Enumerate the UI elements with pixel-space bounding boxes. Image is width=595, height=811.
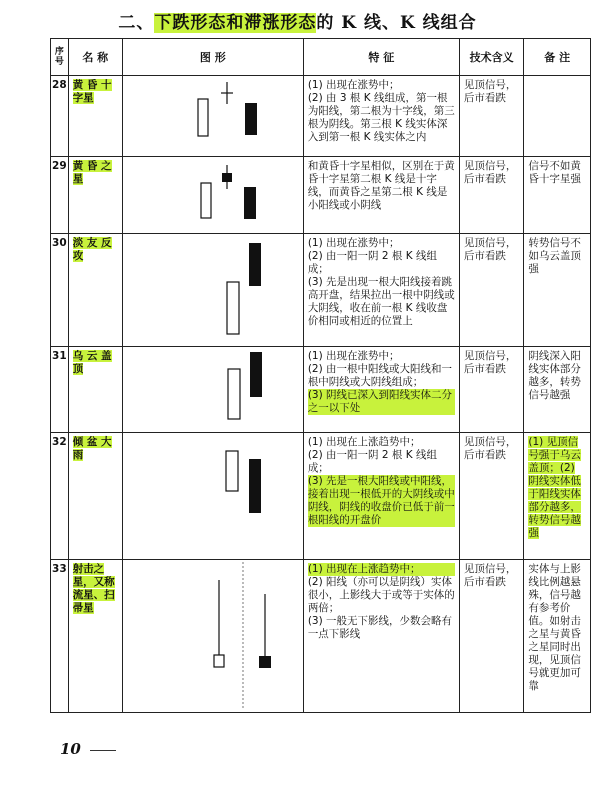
row-meaning: 见顶信号，后市看跌 <box>459 157 524 234</box>
row-seq: 33 <box>51 560 69 713</box>
table-row <box>51 347 591 433</box>
figure-shooting-star <box>122 560 303 713</box>
table-row <box>51 157 591 234</box>
figure-downpour <box>122 433 303 560</box>
table-row <box>51 433 591 560</box>
row-name: 黄 昏 十字星 <box>72 79 112 104</box>
candles-dark-cloud-cover <box>123 347 297 432</box>
col-note: 备 注 <box>524 39 591 76</box>
figure-evening-doji-star <box>122 76 303 157</box>
page-number: 10 <box>60 740 81 758</box>
row-feature: (1) 出现在上涨趋势中； (2) 由一阳一阴 2 根 K 线组成； (3) 先是一根大阳线或中阳线，接着出现一根低开的大阴线或中阴线，阴线的收盘价已低于前一根阳线的开盘价 <box>303 433 459 560</box>
row-feature: (1) 出现在涨势中； (2) 由一根中阳线或大阳线和一根中阴线或大阴线组成； (3) 阴线已深入到阳线实体二分之一以下处 <box>303 347 459 433</box>
row-seq: 29 <box>51 157 69 234</box>
row-note: 实体与上影线比例越悬殊，信号越有参考价值。如射击之星与黄昏之星同时出现，见顶信号就更加可靠 <box>524 560 591 713</box>
col-name: 名 称 <box>68 39 122 76</box>
row-feature: 和黄昏十字星相似，区别在于黄昏十字星第二根 K 线是十字线，而黄昏之星第二根 K 线是小阳线或小阴线 <box>303 157 459 234</box>
row-meaning: 见顶信号，后市看跌 <box>459 560 524 713</box>
candles-counterattack <box>123 234 297 346</box>
candle-yin <box>249 243 261 286</box>
row-name: 淡 友 反攻 <box>72 237 112 262</box>
row-note: 阴线深入阳线实体部分越多，转势信号越强 <box>524 347 591 433</box>
table-header <box>51 39 591 76</box>
footer-rule <box>90 750 116 751</box>
candles-evening-star <box>123 157 297 233</box>
col-feature: 特 征 <box>303 39 459 76</box>
table-row <box>51 76 591 157</box>
row-meaning: 见顶信号，后市看跌 <box>459 347 524 433</box>
row-feature: (1) 出现在涨势中； (2) 由 3 根 K 线组成，第一根为阳线，第二根为十字线，第三根为阴线。第三根 K 线实体深入到第一根 K 线实体之内 <box>303 76 459 157</box>
candle-yang <box>226 451 238 491</box>
row-note: (1) 见顶信号强于乌云盖顶；(2) 阴线实体低于阳线实体部分越多，转势信号越强 <box>524 433 591 560</box>
row-note: 转势信号不如乌云盖顶强 <box>524 234 591 347</box>
candles-evening-doji-star <box>123 76 297 156</box>
candles-shooting-star <box>123 560 297 712</box>
candle-yang-body <box>214 655 224 667</box>
figure-dark-cloud-cover <box>122 347 303 433</box>
candle-yin <box>249 459 261 513</box>
candle-yin <box>250 352 262 397</box>
row-seq: 28 <box>51 76 69 157</box>
row-seq: 30 <box>51 234 69 347</box>
row-note: 信号不如黄昏十字星强 <box>524 157 591 234</box>
col-figure: 图 形 <box>122 39 303 76</box>
row-name: 射击之星，又称流星、扫帚星 <box>72 563 115 614</box>
row-meaning: 见顶信号，后市看跌 <box>459 433 524 560</box>
table-row <box>51 234 591 347</box>
candle-yang <box>227 282 239 334</box>
candles-downpour <box>123 433 297 559</box>
candle-small-body <box>222 173 232 182</box>
page-title <box>0 8 595 33</box>
row-seq: 31 <box>51 347 69 433</box>
row-name: 倾 盆 大雨 <box>72 436 112 461</box>
candle-yin-body <box>259 656 271 668</box>
col-meaning: 技术含义 <box>459 39 524 76</box>
row-name: 黄 昏 之星 <box>72 160 112 185</box>
row-seq: 32 <box>51 433 69 560</box>
candle-yang <box>201 183 211 218</box>
candle-yin <box>245 103 257 135</box>
candle-yang <box>228 369 240 419</box>
row-feature: (1) 出现在上涨趋势中； (2) 阳线（亦可以是阴线）实体很小，上影线大于或等于实体的两倍； (3) 一般无下影线，少数会略有一点下影线 <box>303 560 459 713</box>
title-suffix: 的 K 线、K 线组合 <box>316 13 477 33</box>
row-name: 乌 云 盖顶 <box>72 350 112 375</box>
row-meaning: 见顶信号，后市看跌 <box>459 76 524 157</box>
row-feature: (1) 出现在涨势中； (2) 由一阳一阴 2 根 K 线组成； (3) 先是出现一根大阳线接着跳高开盘，结果拉出一根中阴线或大阴线，收在前一根 K 线收盘价相同或相近的位置上 <box>303 234 459 347</box>
col-seq: 序号 <box>51 39 69 76</box>
candle-yang <box>198 99 208 136</box>
title-highlight: 下跌形态和滞涨形态 <box>154 13 317 33</box>
pattern-table <box>50 38 591 713</box>
table-row <box>51 560 591 713</box>
row-meaning: 见顶信号，后市看跌 <box>459 234 524 347</box>
candle-yin <box>244 187 256 219</box>
figure-counterattack <box>122 234 303 347</box>
row-note <box>524 76 591 157</box>
figure-evening-star <box>122 157 303 234</box>
title-prefix: 二、 <box>118 13 155 33</box>
